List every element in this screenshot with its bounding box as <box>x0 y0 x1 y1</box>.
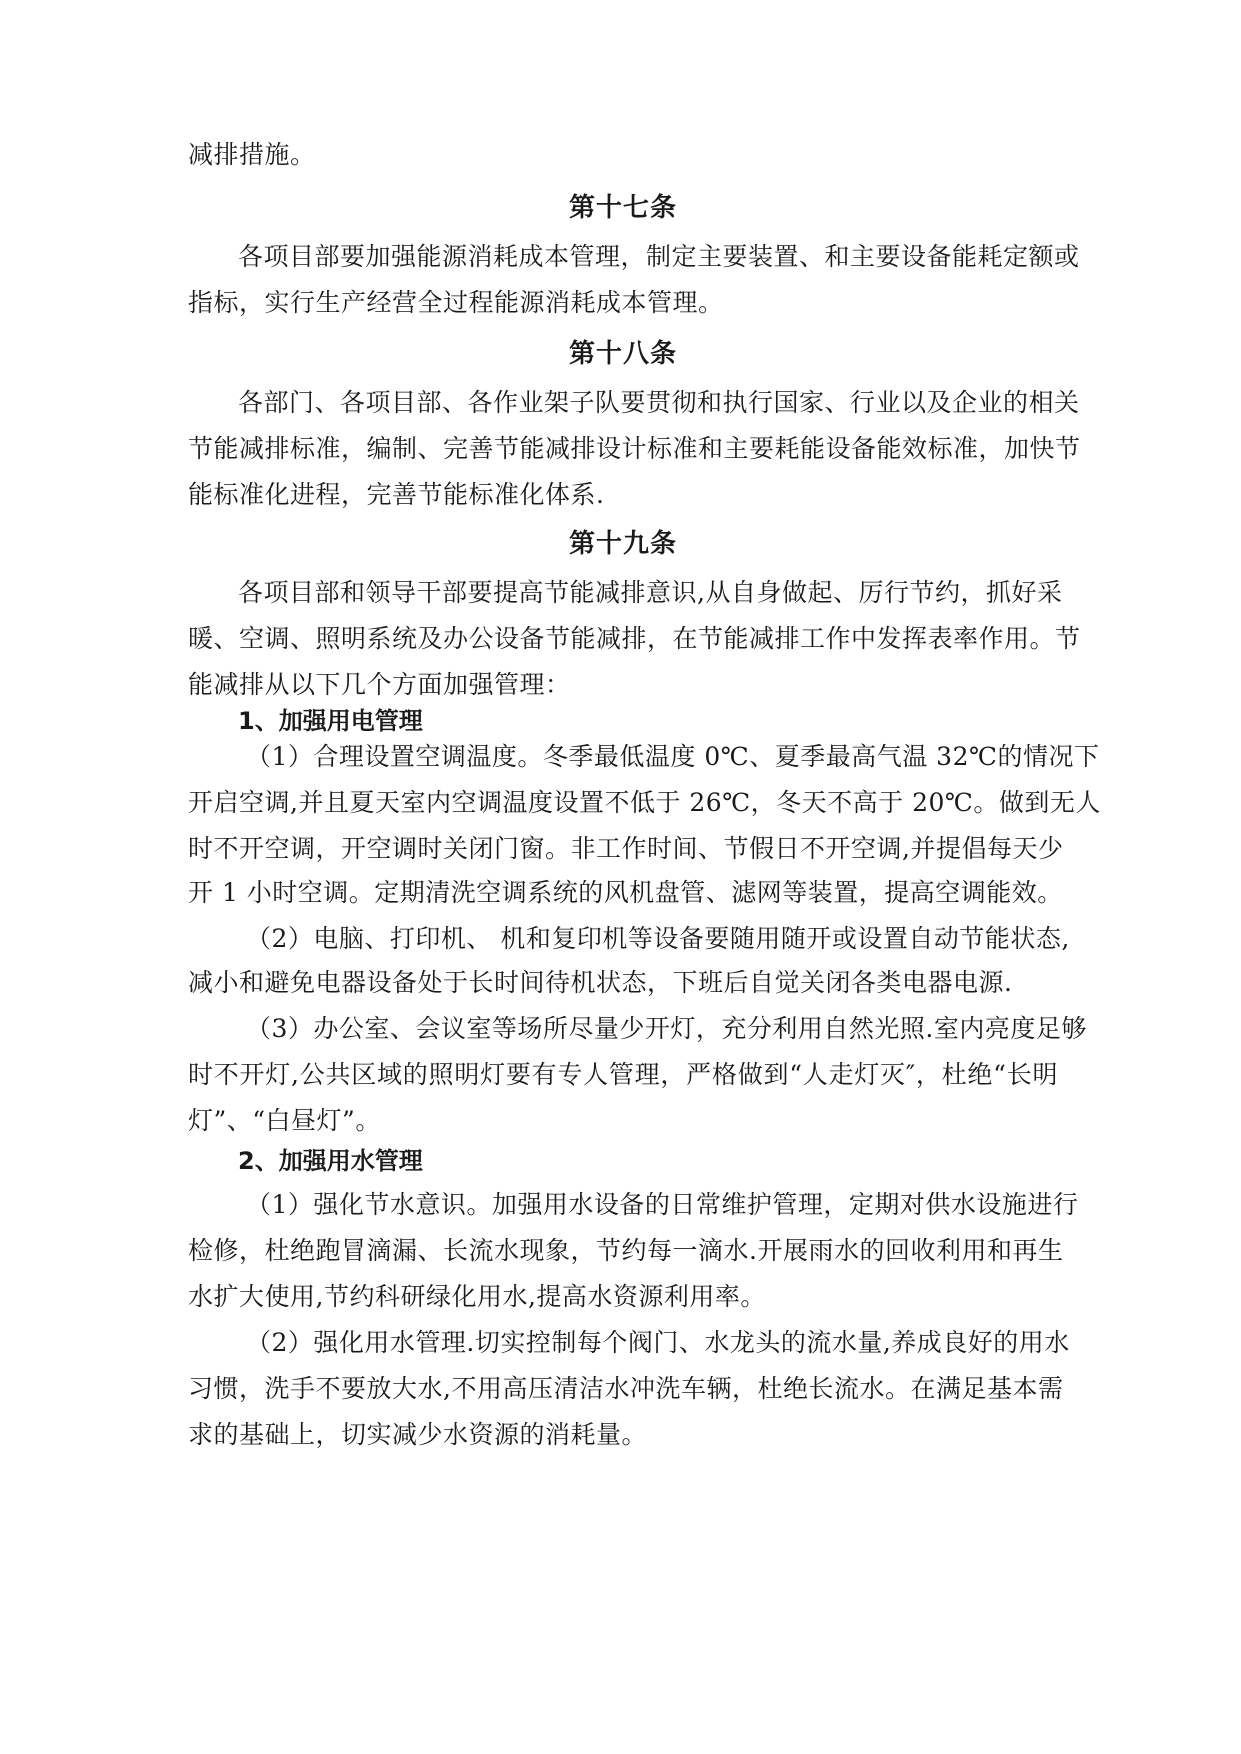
text-line: 检修，杜绝跑冒滴漏、长流水现象，节约每一滴水.开展雨水的回收利用和再生 <box>188 1236 1064 1265</box>
text-line: 各项目部要加强能源消耗成本管理，制定主要装置、和主要设备能耗定额或 <box>238 242 1080 271</box>
article-heading-18: 第十八条 <box>568 339 677 369</box>
text-line: 指标，实行生产经营全过程能源消耗成本管理。 <box>188 288 724 317</box>
text-line: 求的基础上，切实减少水资源的消耗量。 <box>188 1420 648 1449</box>
text-line: （2）强化用水管理.切实控制每个阀门、水龙头的流水量,养成良好的用水 <box>246 1328 1070 1357</box>
article-heading-17: 第十七条 <box>568 193 677 223</box>
text-line: 各部门、各项目部、各作业架子队要贯彻和执行国家、行业以及企业的相关 <box>238 388 1080 417</box>
text-line: 暖、空调、照明系统及办公设备节能减排，在节能减排工作中发挥表率作用。节 <box>188 624 1081 653</box>
text-line: 开 1 小时空调。定期清洗空调系统的风机盘管、滤网等装置，提高空调能效。 <box>188 878 1063 907</box>
text-line: 节能减排标准，编制、完善节能减排设计标准和主要耗能设备能效标准，加快节 <box>188 434 1081 463</box>
text-line: （3）办公室、会议室等场所尽量少开灯，充分利用自然光照.室内亮度足够 <box>246 1014 1087 1043</box>
text-line: 开启空调,并且夏天室内空调温度设置不低于 26℃，冬天不高于 20℃。做到无人 <box>188 788 1101 817</box>
text-line: 习惯，洗手不要放大水,不用高压清洁水冲洗车辆，杜绝长流水。在满足基本需 <box>188 1374 1064 1403</box>
document-page <box>188 0 1101 1754</box>
section-subhead-water: 2、加强用水管理 <box>238 1147 423 1175</box>
text-line: （1）合理设置空调温度。冬季最低温度 0℃、夏季最高气温 32℃的情况下 <box>246 742 1100 771</box>
text-line: 能减排从以下几个方面加强管理： <box>188 670 571 699</box>
text-line: 时不开灯,公共区域的照明灯要有专人管理，严格做到“人走灯灭″，杜绝“长明 <box>188 1060 1058 1089</box>
text-line: 时不开空调，开空调时关闭门窗。非工作时间、节假日不开空调,并提倡每天少 <box>188 834 1064 863</box>
text-line: 能标准化进程，完善节能标准化体系. <box>188 480 605 509</box>
text-line: 减排措施。 <box>188 140 316 169</box>
article-heading-19: 第十九条 <box>568 529 677 559</box>
text-line: （2）电脑、打印机、 机和复印机等设备要随用随开或设置自动节能状态, <box>246 924 1070 953</box>
text-line: （1）强化节水意识。加强用水设备的日常维护管理，定期对供水设施进行 <box>246 1190 1079 1219</box>
text-line: 各项目部和领导干部要提高节能减排意识,从自身做起、厉行节约，抓好采 <box>238 578 1063 607</box>
section-subhead-electricity: 1、加强用电管理 <box>238 707 423 735</box>
text-line: 减小和避免电器设备处于长时间待机状态，下班后自觉关闭各类电器电源. <box>188 968 1013 997</box>
text-line: 灯”、“白昼灯”。 <box>188 1106 381 1135</box>
text-line: 水扩大使用,节约科研绿化用水,提高水资源利用率。 <box>188 1282 766 1311</box>
